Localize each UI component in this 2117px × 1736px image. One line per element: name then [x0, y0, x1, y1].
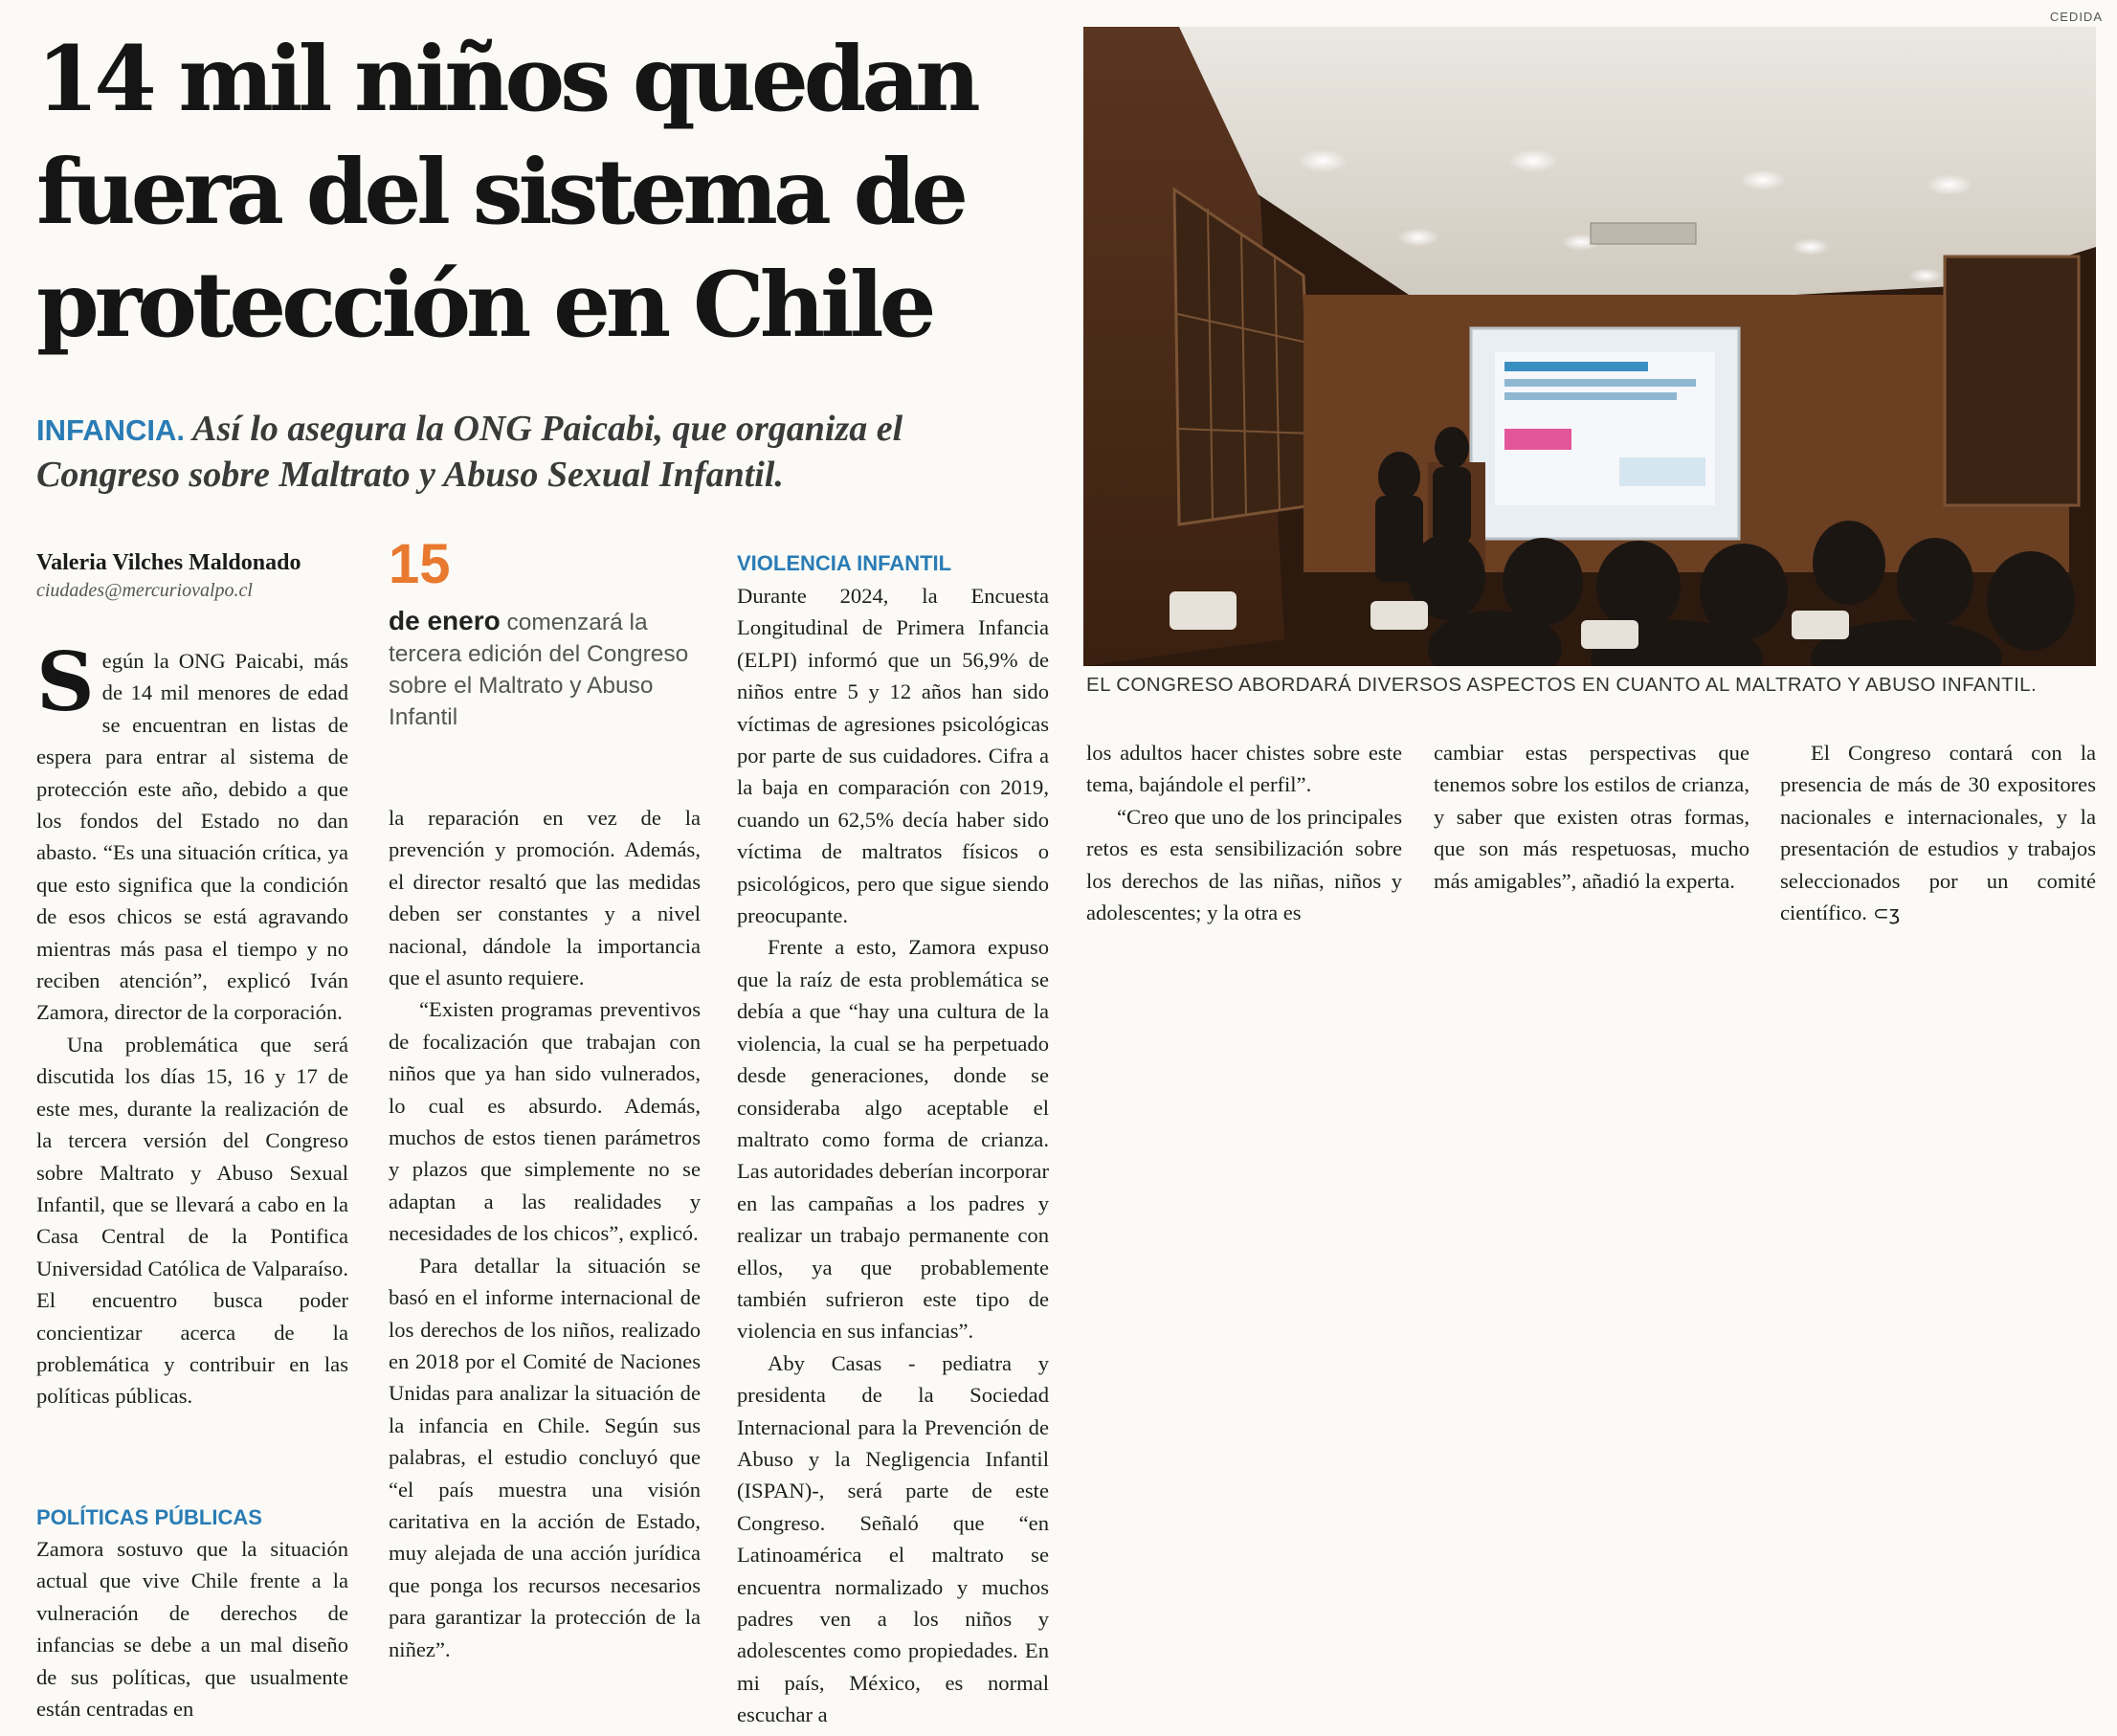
paragraph: “Existen programas preventivos de focalización que trabajan con niños que ya han sido vulnerados, lo cual es absurdo. Además, muchos de estos tienen parámetros y plazos que simplemente no se adaptan a las realidades y necesidades de los chicos”, explicó.: [389, 997, 701, 1246]
photo-credit: CEDIDA: [2049, 10, 2103, 24]
deck: [36, 407, 1051, 498]
paragraph: Zamora sostuvo que la situación actual que vive Chile frente a la vulneración de derechos de infancias se debe a un mal diseño de sus políticas, que usualmente están centradas en: [36, 1537, 348, 1722]
headline-line: protección en Chile: [36, 253, 932, 358]
article-column-1-continued: [36, 1533, 348, 1725]
article-column-2: [389, 802, 701, 1665]
article-column-1: [36, 634, 348, 1413]
paragraph: los adultos hacer chistes sobre este tema, bajándole el perfil”.: [1086, 741, 1402, 797]
factbox-number: 15: [389, 533, 451, 595]
author-email[interactable]: ciudades@mercuriovalpo.cl: [36, 580, 253, 601]
ac-vent: [1591, 223, 1696, 244]
factbox-body: comenzará la tercera edición del Congreso sobre el Maltrato y Abuso Infantil: [389, 610, 689, 730]
article-column-5: [1434, 737, 1749, 897]
paragraph: [1780, 737, 2096, 929]
paragraph: Para detallar la situación se basó en el informe internacional de los derechos de los niños, realizado en 2018 por el Comité de Naciones Unidas para analizar la situación de la infancia en Chile. Según sus palabras, el estudio concluyó que “el país muestra una visión caritativa en la acción de Estado, muy alejada de una acción jurídica que ponga los recursos necesarios para garantizar la protección de la niñez”.: [389, 1253, 701, 1661]
conference-photo: [1083, 27, 2096, 666]
paragraph: Durante 2024, la Encuesta Longitudinal de Primera Infancia (ELPI) informó que un 56,9% de niños entre 5 y 12 años han sido víctimas de agresiones psicológicas por parte de sus cuidadores. Cifra a la baja en comparación con 2019, cuando un 62,5% decía haber sido víctima de maltratos físicos o psicológicos, pero que sigue siendo preocupante.: [737, 584, 1049, 928]
factbox: [389, 533, 701, 733]
paragraph: Aby Casas - pediatra y presidenta de la Sociedad Internacional para la Prevención de Abuso y la Negligencia Infantil (ISPAN)-, será parte de este Congreso. Señaló que “en Latinoamérica el maltrato se encuentra normalizado y muchos padres ven a los niños y adolescentes como propiedades. En mi país, México, es normal escuchar a: [737, 1350, 1049, 1727]
deck-text: Así lo asegura la ONG Paicabi, que organiza el Congreso sobre Maltrato y Abuso Sexual Infantil.: [36, 409, 903, 495]
paragraph: Frente a esto, Zamora expuso que la raíz de esta problemática se debía a que “hay una cultura de la violencia, la cual se ha perpetuado desde generaciones, donde se consideraba algo aceptable el maltrato como forma de crianza. Las autoridades deberían incorporar en las campañas a los padres y realizar un trabajo permanente con ellos, ya que probablemente también sufrieron este tipo de violencia en sus infancias”.: [737, 935, 1049, 1344]
end-mark-icon: ⊂ʒ: [1872, 901, 1901, 925]
article-column-3: [737, 580, 1049, 1731]
paragraph-text: El Congreso contará con la presencia de más de 30 expositores nacionales e internacionales, y la presentación de estudios y trabajos seleccionados por un comité científico.: [1780, 741, 2096, 925]
article-column-4: [1086, 737, 1402, 928]
headline: [36, 23, 1051, 362]
factbox-text: [389, 605, 701, 733]
factbox-highlight: de enero: [389, 606, 501, 635]
paragraph: Una problemática que será discutida los días 15, 16 y 17 de este mes, durante la realización de la tercera versión del Congreso sobre Maltrato y Abuso Sexual Infantil, que se llevará a cabo en la Casa Central de la Pontifica Universidad Católica de Valparaíso. El encuentro busca poder concientizar acerca de la problemática y contribuir en las políticas públicas.: [36, 1032, 348, 1409]
paragraph: egún la ONG Paicabi, más de 14 mil menores de edad se encuentran en listas de espera para entrar al sistema de protección este año, debido a que los fondos del Estado no dan abasto. “Es una situación crítica, ya que esto significa que la condición de esos chicos se está agravando mientras más pasa el tiempo y no reciben atención”, explicó Iván Zamora, director de la corporación.: [36, 649, 348, 1025]
photo-caption: EL CONGRESO ABORDARÁ DIVERSOS ASPECTOS EN CUANTO AL MALTRATO Y ABUSO INFANTIL.: [1086, 674, 2038, 696]
dropcap: S: [36, 634, 95, 729]
subhead-politicas-publicas: POLÍTICAS PÚBLICAS: [36, 1505, 262, 1529]
paragraph: “Creo que uno de los principales retos es esta sensibilización sobre los derechos de las niñas, niños y adolescentes; y la otra es: [1086, 804, 1402, 925]
paragraph: cambiar estas perspectivas que tenemos sobre los estilos de crianza, y saber que existen otras formas, que son más respetuosas, mucho más amigables”, añadió la experta.: [1434, 741, 1749, 893]
subhead-violencia-infantil: VIOLENCIA INFANTIL: [737, 551, 952, 575]
bookshelf-right: [1945, 256, 2079, 505]
paragraph: la reparación en vez de la prevención y promoción. Además, el director resaltó que las medidas deben ser constantes y a nivel nacional, dándole la importancia que el asunto requiere.: [389, 806, 701, 990]
article-column-6: [1780, 737, 2096, 929]
headline-line: fuera del sistema de: [36, 140, 965, 245]
author-name: Valeria Vilches Maldonado: [36, 550, 301, 575]
section-tag: INFANCIA.: [36, 413, 185, 447]
headline-line: 14 mil niños quedan: [36, 27, 976, 132]
